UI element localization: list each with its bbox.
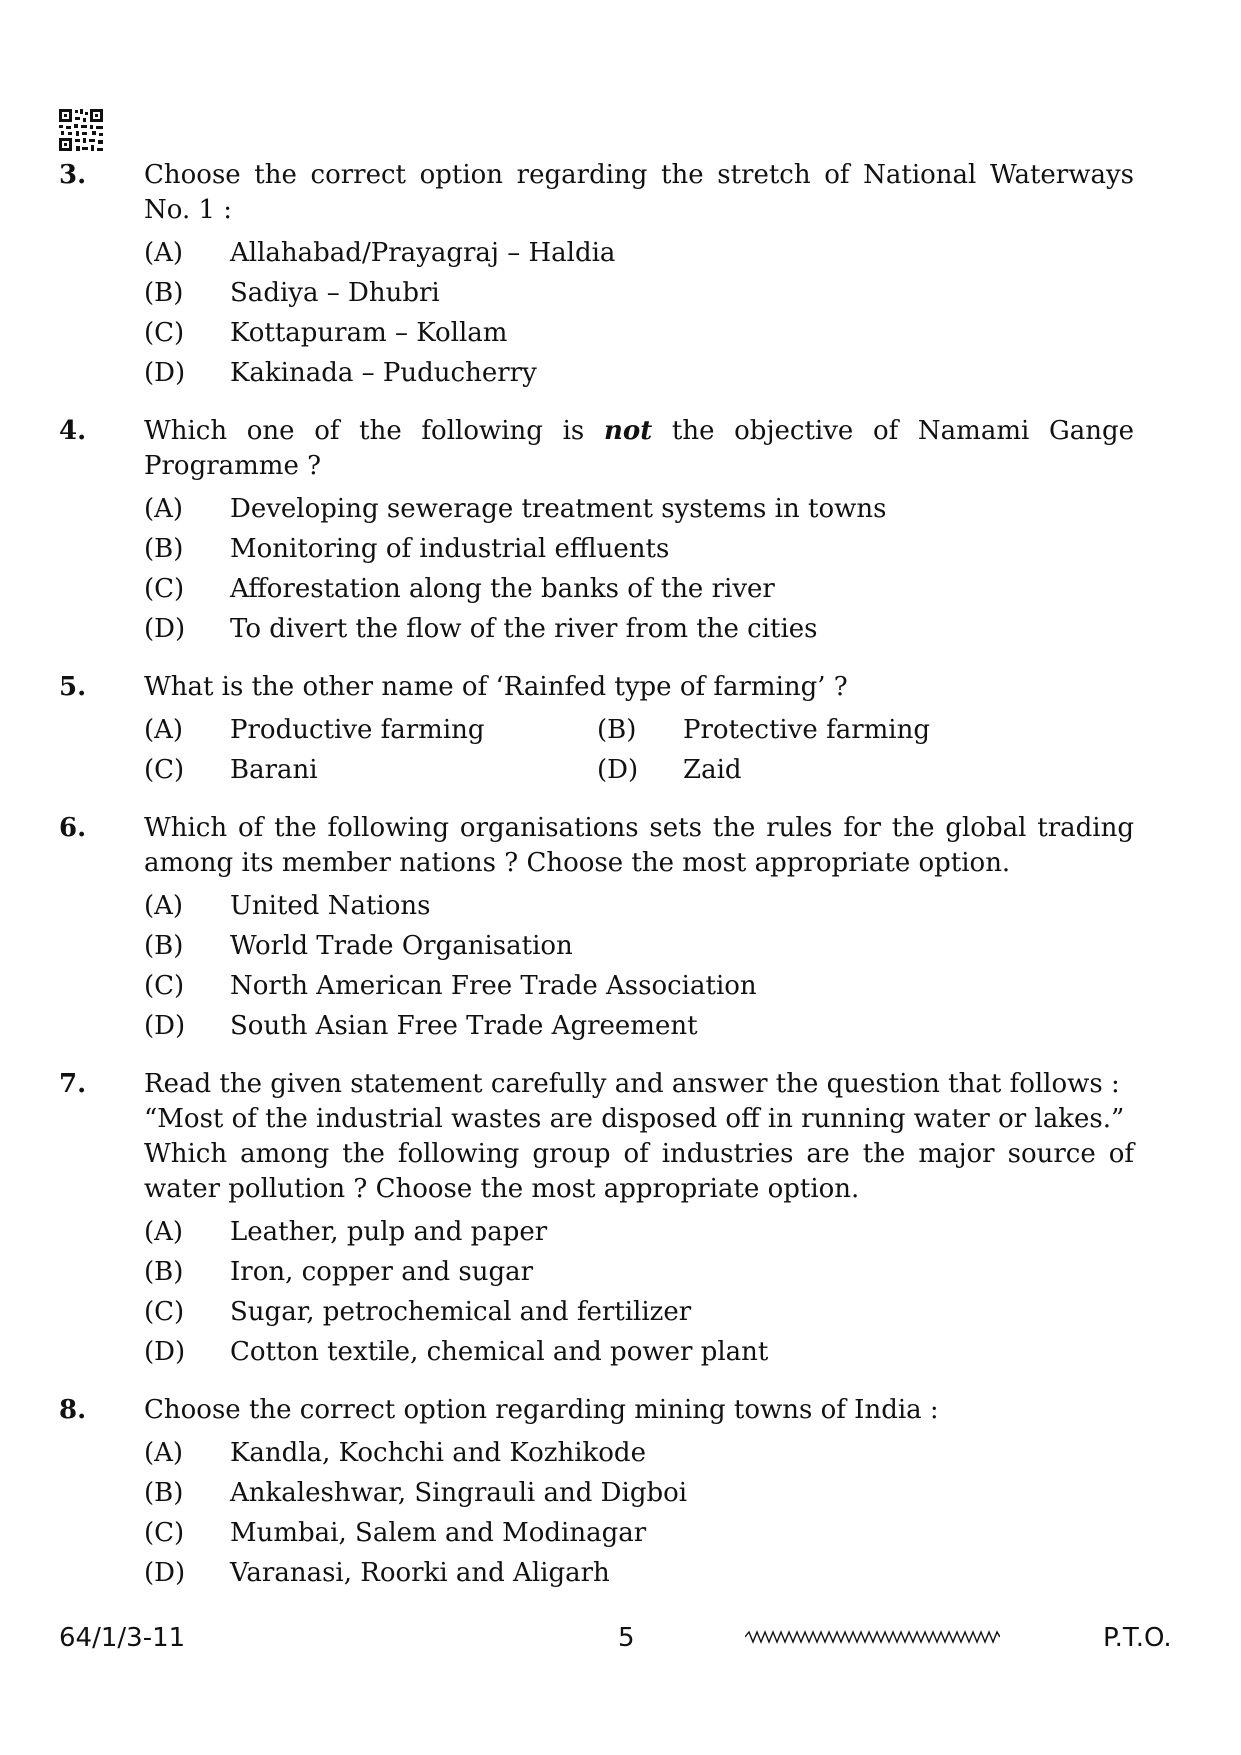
option-label: (C) xyxy=(144,1297,185,1327)
option-label: (C) xyxy=(144,574,185,604)
option-label: (D) xyxy=(144,614,186,644)
option-a xyxy=(144,1433,1134,1473)
page-footer xyxy=(0,1623,1241,1663)
stem-line: Which of the following organisations sets the rules for the global trading xyxy=(144,813,1134,843)
option-text: United Nations xyxy=(230,891,431,921)
question-3 xyxy=(59,158,1134,393)
option-text: Productive farming xyxy=(230,715,485,745)
stem-line: Read the given statement carefully and answer the question that follows : xyxy=(144,1069,1120,1099)
question-stem xyxy=(144,1067,1134,1207)
option-text: Allahabad/Prayagraj – Haldia xyxy=(230,238,616,268)
option-text: Leather, pulp and paper xyxy=(230,1217,548,1247)
question-6 xyxy=(59,811,1134,1046)
question-4 xyxy=(59,414,1134,649)
option-text: Sugar, petrochemical and fertilizer xyxy=(230,1297,692,1327)
option-text: Kottapuram – Kollam xyxy=(230,318,508,348)
option-label: (D) xyxy=(597,755,639,785)
option-text: Zaid xyxy=(683,755,742,785)
option-label: (C) xyxy=(144,318,185,348)
options-list xyxy=(144,1212,1134,1372)
option-c xyxy=(144,1513,1134,1553)
wavy-line-icon xyxy=(745,1629,1000,1645)
question-8 xyxy=(59,1393,1134,1593)
options-row xyxy=(144,750,1134,790)
question-stem xyxy=(144,414,1134,484)
option-b xyxy=(144,529,1134,569)
option-d xyxy=(144,353,1134,393)
option-label: (A) xyxy=(144,1217,184,1247)
stem-text: the objective of Namami Gange xyxy=(652,416,1135,446)
question-stem xyxy=(144,158,1134,228)
option-d xyxy=(144,1553,1134,1593)
options-list xyxy=(144,710,1134,790)
option-label: (C) xyxy=(144,755,185,785)
option-a xyxy=(144,886,1134,926)
paper-code: 64/1/3-11 xyxy=(59,1623,186,1653)
option-c xyxy=(144,966,1134,1006)
question-number: 8. xyxy=(59,1395,87,1425)
option-a xyxy=(144,1212,1134,1252)
stem-line: Choose the correct option regarding the stretch of National Waterways xyxy=(144,160,1134,190)
option-c xyxy=(144,1292,1134,1332)
option-label: (A) xyxy=(144,238,184,268)
option-b xyxy=(144,926,1134,966)
option-label: (D) xyxy=(144,1558,186,1588)
stem-line xyxy=(144,414,1134,449)
question-stem xyxy=(144,670,1134,705)
option-c xyxy=(144,313,1134,353)
option-text: North American Free Trade Association xyxy=(230,971,757,1001)
option-label: (B) xyxy=(144,534,184,564)
question-number: 5. xyxy=(59,672,87,702)
option-b xyxy=(144,273,1134,313)
option-label: (D) xyxy=(144,358,186,388)
option-text: Protective farming xyxy=(683,715,930,745)
stem-line: Which among the following group of industries are the major source of xyxy=(144,1139,1134,1169)
option-text: Developing sewerage treatment systems in towns xyxy=(230,494,887,524)
question-7 xyxy=(59,1067,1134,1372)
option-text: Kakinada – Puducherry xyxy=(230,358,537,388)
option-a xyxy=(144,489,1134,529)
option-text: Sadiya – Dhubri xyxy=(230,278,440,308)
option-text: World Trade Organisation xyxy=(230,931,573,961)
option-label: (B) xyxy=(144,1478,184,1508)
question-number: 3. xyxy=(59,160,87,190)
stem-line: “Most of the industrial wastes are disposed off in running water or lakes.” xyxy=(144,1104,1125,1134)
option-d xyxy=(144,1332,1134,1372)
qr-code-icon xyxy=(59,109,103,151)
stem-line: No. 1 : xyxy=(144,195,233,225)
option-label: (B) xyxy=(144,1257,184,1287)
pto-label: P.T.O. xyxy=(1103,1623,1172,1653)
option-label: (A) xyxy=(144,891,184,921)
option-text: Mumbai, Salem and Modinagar xyxy=(230,1518,647,1548)
option-text: Ankaleshwar, Singrauli and Digboi xyxy=(230,1478,688,1508)
stem-text: Which one of the following is xyxy=(144,416,604,446)
option-c xyxy=(144,569,1134,609)
option-b xyxy=(144,1252,1134,1292)
option-d xyxy=(144,609,1134,649)
option-text: South Asian Free Trade Agreement xyxy=(230,1011,698,1041)
option-text: Cotton textile, chemical and power plant xyxy=(230,1337,769,1367)
options-list xyxy=(144,1433,1134,1593)
option-d xyxy=(144,1006,1134,1046)
option-b xyxy=(597,710,1050,750)
option-text: Monitoring of industrial effluents xyxy=(230,534,670,564)
question-stem xyxy=(144,1393,1134,1428)
option-text: Varanasi, Roorki and Aligarh xyxy=(230,1558,610,1588)
option-label: (D) xyxy=(144,1011,186,1041)
question-number: 7. xyxy=(59,1069,87,1099)
option-text: To divert the flow of the river from the cities xyxy=(230,614,818,644)
options-list xyxy=(144,233,1134,393)
option-b xyxy=(144,1473,1134,1513)
stem-line: among its member nations ? Choose the most appropriate option. xyxy=(144,848,1011,878)
stem-line: What is the other name of ‘Rainfed type of farming’ ? xyxy=(144,672,848,702)
option-label: (D) xyxy=(144,1337,186,1367)
options-list xyxy=(144,489,1134,649)
option-text: Afforestation along the banks of the river xyxy=(230,574,775,604)
option-text: Barani xyxy=(230,755,318,785)
option-c xyxy=(144,750,597,790)
question-stem xyxy=(144,811,1134,881)
option-label: (A) xyxy=(144,1438,184,1468)
option-a xyxy=(144,710,597,750)
options-row xyxy=(144,710,1134,750)
option-a xyxy=(144,233,1134,273)
option-label: (B) xyxy=(144,931,184,961)
option-label: (A) xyxy=(144,715,184,745)
options-list xyxy=(144,886,1134,1046)
stem-line: Programme ? xyxy=(144,451,322,481)
question-5 xyxy=(59,670,1134,790)
question-number: 4. xyxy=(59,416,87,446)
stem-line: water pollution ? Choose the most appropriate option. xyxy=(144,1174,860,1204)
questions-list xyxy=(59,158,1134,1593)
option-text: Iron, copper and sugar xyxy=(230,1257,534,1287)
option-text: Kandla, Kochchi and Kozhikode xyxy=(230,1438,646,1468)
option-d xyxy=(597,750,1050,790)
stem-line: Choose the correct option regarding mining towns of India : xyxy=(144,1395,939,1425)
option-label: (C) xyxy=(144,971,185,1001)
option-label: (B) xyxy=(597,715,637,745)
option-label: (B) xyxy=(144,278,184,308)
option-label: (A) xyxy=(144,494,184,524)
stem-emphasis: not xyxy=(603,416,653,446)
question-number: 6. xyxy=(59,813,87,843)
page-number: 5 xyxy=(618,1623,635,1653)
option-label: (C) xyxy=(144,1518,185,1548)
